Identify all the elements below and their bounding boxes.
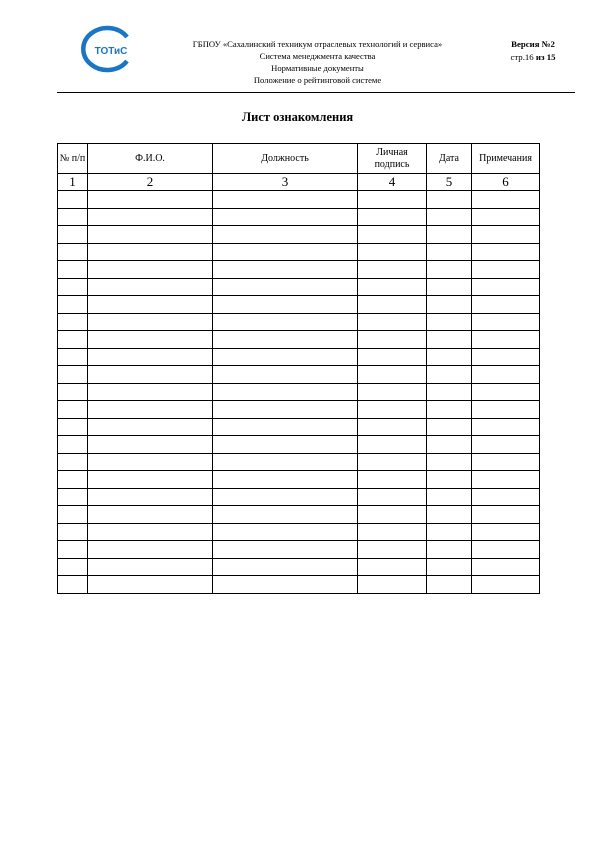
column-number-row xyxy=(58,174,540,191)
table-row xyxy=(58,558,540,576)
table-cell[interactable] xyxy=(472,278,540,296)
table-cell[interactable] xyxy=(358,243,427,261)
table-cell[interactable] xyxy=(427,506,472,524)
column-number: 5 xyxy=(427,174,472,191)
table-cell[interactable] xyxy=(358,226,427,244)
table-cell[interactable] xyxy=(58,366,88,384)
table-cell[interactable] xyxy=(88,366,213,384)
table-cell[interactable] xyxy=(88,436,213,454)
table-row xyxy=(58,453,540,471)
table-cell[interactable] xyxy=(472,313,540,331)
table-cell[interactable] xyxy=(58,471,88,489)
table-cell[interactable] xyxy=(88,278,213,296)
table-cell[interactable] xyxy=(88,523,213,541)
table-cell[interactable] xyxy=(472,523,540,541)
table-cell[interactable] xyxy=(472,348,540,366)
acknowledgement-table xyxy=(57,143,540,594)
table-cell[interactable] xyxy=(58,226,88,244)
table-cell[interactable] xyxy=(213,506,358,524)
table-cell[interactable] xyxy=(427,348,472,366)
table-cell[interactable] xyxy=(358,558,427,576)
table-cell[interactable] xyxy=(213,436,358,454)
column-header-signature: Личная подпись xyxy=(358,144,427,174)
table-cell[interactable] xyxy=(213,418,358,436)
table-cell[interactable] xyxy=(358,278,427,296)
table-cell[interactable] xyxy=(88,383,213,401)
table-row xyxy=(58,261,540,279)
column-number: 1 xyxy=(58,174,88,191)
table-row xyxy=(58,418,540,436)
table-cell[interactable] xyxy=(427,243,472,261)
table-cell[interactable] xyxy=(58,296,88,314)
table-cell[interactable] xyxy=(472,576,540,594)
column-header-notes: Примечания xyxy=(472,144,540,174)
table-cell[interactable] xyxy=(472,191,540,209)
table-cell[interactable] xyxy=(427,191,472,209)
quality-system: Система менеджмента качества xyxy=(259,51,376,61)
table-row xyxy=(58,208,540,226)
table-cell[interactable] xyxy=(58,261,88,279)
table-cell[interactable] xyxy=(213,208,358,226)
table-row xyxy=(58,488,540,506)
table-cell[interactable] xyxy=(472,436,540,454)
table-cell[interactable] xyxy=(213,313,358,331)
table-cell[interactable] xyxy=(472,488,540,506)
table-cell[interactable] xyxy=(427,576,472,594)
table-cell[interactable] xyxy=(472,226,540,244)
table-cell[interactable] xyxy=(58,208,88,226)
table-cell[interactable] xyxy=(358,331,427,349)
header-right xyxy=(488,38,578,64)
table-cell[interactable] xyxy=(427,523,472,541)
table-cell[interactable] xyxy=(213,278,358,296)
table-cell[interactable] xyxy=(427,366,472,384)
table-cell[interactable] xyxy=(88,418,213,436)
table-cell[interactable] xyxy=(358,488,427,506)
table-cell[interactable] xyxy=(358,401,427,419)
table-cell[interactable] xyxy=(358,191,427,209)
table-cell[interactable] xyxy=(472,401,540,419)
table-cell[interactable] xyxy=(358,523,427,541)
table-cell[interactable] xyxy=(427,296,472,314)
table-cell[interactable] xyxy=(472,418,540,436)
table-cell[interactable] xyxy=(213,401,358,419)
table-cell[interactable] xyxy=(58,191,88,209)
column-number: 6 xyxy=(472,174,540,191)
table-cell[interactable] xyxy=(213,383,358,401)
table-cell[interactable] xyxy=(88,296,213,314)
table-row xyxy=(58,191,540,209)
table-row xyxy=(58,331,540,349)
table-cell[interactable] xyxy=(358,453,427,471)
table-cell[interactable] xyxy=(358,296,427,314)
table-cell[interactable] xyxy=(213,523,358,541)
table-cell[interactable] xyxy=(88,191,213,209)
table-cell[interactable] xyxy=(88,261,213,279)
table-cell[interactable] xyxy=(358,541,427,559)
table-row xyxy=(58,401,540,419)
table-cell[interactable] xyxy=(88,313,213,331)
table-row xyxy=(58,226,540,244)
table-cell[interactable] xyxy=(427,418,472,436)
table-cell[interactable] xyxy=(213,488,358,506)
logo-text: ТОТиС xyxy=(94,46,128,57)
table-header-row xyxy=(58,144,540,174)
table-cell[interactable] xyxy=(58,576,88,594)
table-row xyxy=(58,348,540,366)
table-cell[interactable] xyxy=(427,453,472,471)
column-number: 3 xyxy=(213,174,358,191)
table-cell[interactable] xyxy=(358,436,427,454)
table-cell[interactable] xyxy=(472,243,540,261)
table-row xyxy=(58,278,540,296)
page-counter xyxy=(488,51,578,64)
table-cell[interactable] xyxy=(58,313,88,331)
table-row xyxy=(58,383,540,401)
table-cell[interactable] xyxy=(358,418,427,436)
table-cell[interactable] xyxy=(358,471,427,489)
table-cell[interactable] xyxy=(88,576,213,594)
table-cell[interactable] xyxy=(427,401,472,419)
table-cell[interactable] xyxy=(213,331,358,349)
table-cell[interactable] xyxy=(213,453,358,471)
table-cell[interactable] xyxy=(58,488,88,506)
table-cell[interactable] xyxy=(88,243,213,261)
table-cell[interactable] xyxy=(358,383,427,401)
table-cell[interactable] xyxy=(88,401,213,419)
table-cell[interactable] xyxy=(58,401,88,419)
table-cell[interactable] xyxy=(58,278,88,296)
table-cell[interactable] xyxy=(213,261,358,279)
table-cell[interactable] xyxy=(427,313,472,331)
table-cell[interactable] xyxy=(88,488,213,506)
table-row xyxy=(58,471,540,489)
table-row xyxy=(58,243,540,261)
table-cell[interactable] xyxy=(58,331,88,349)
table-cell[interactable] xyxy=(358,208,427,226)
table-cell[interactable] xyxy=(358,348,427,366)
table-cell[interactable] xyxy=(213,226,358,244)
table-cell[interactable] xyxy=(427,331,472,349)
table-cell[interactable] xyxy=(472,261,540,279)
table-cell[interactable] xyxy=(427,488,472,506)
table-cell[interactable] xyxy=(58,383,88,401)
table-row xyxy=(58,296,540,314)
table-cell[interactable] xyxy=(88,348,213,366)
table-cell[interactable] xyxy=(427,436,472,454)
table-cell[interactable] xyxy=(88,226,213,244)
table-cell[interactable] xyxy=(58,418,88,436)
table-cell[interactable] xyxy=(58,558,88,576)
table-cell[interactable] xyxy=(472,383,540,401)
table-cell[interactable] xyxy=(88,541,213,559)
table-row xyxy=(58,523,540,541)
college-logo xyxy=(76,24,136,74)
table-cell[interactable] xyxy=(58,348,88,366)
table-cell[interactable] xyxy=(427,208,472,226)
table-cell[interactable] xyxy=(88,208,213,226)
table-cell[interactable] xyxy=(213,191,358,209)
table-cell[interactable] xyxy=(88,331,213,349)
table-cell[interactable] xyxy=(472,296,540,314)
table-cell[interactable] xyxy=(472,331,540,349)
version-label: Версия №2 xyxy=(511,39,555,49)
table-cell[interactable] xyxy=(58,453,88,471)
table-row xyxy=(58,576,540,594)
table-cell[interactable] xyxy=(88,453,213,471)
table-cell[interactable] xyxy=(88,558,213,576)
table-cell[interactable] xyxy=(427,278,472,296)
table-cell[interactable] xyxy=(88,506,213,524)
table-cell[interactable] xyxy=(213,471,358,489)
column-number: 2 xyxy=(88,174,213,191)
table-cell[interactable] xyxy=(58,506,88,524)
table-cell[interactable] xyxy=(472,366,540,384)
table-cell[interactable] xyxy=(472,558,540,576)
column-number: 4 xyxy=(358,174,427,191)
table-cell[interactable] xyxy=(427,558,472,576)
table-cell[interactable] xyxy=(213,541,358,559)
page-total: из 15 xyxy=(533,52,556,62)
table-row xyxy=(58,541,540,559)
table-cell[interactable] xyxy=(88,471,213,489)
table-cell[interactable] xyxy=(472,208,540,226)
table-cell[interactable] xyxy=(472,453,540,471)
table-cell[interactable] xyxy=(213,366,358,384)
column-header-position: Должность xyxy=(213,144,358,174)
org-name: ГБПОУ «Сахалинский техникум отраслевых технологий и сервиса» xyxy=(192,39,443,49)
table-cell[interactable] xyxy=(358,576,427,594)
table-cell[interactable] xyxy=(427,383,472,401)
table-row xyxy=(58,366,540,384)
column-header-fio: Ф.И.О. xyxy=(88,144,213,174)
header-center xyxy=(150,38,485,86)
table-cell[interactable] xyxy=(472,506,540,524)
column-header-date: Дата xyxy=(427,144,472,174)
table-cell[interactable] xyxy=(213,348,358,366)
table-cell[interactable] xyxy=(358,366,427,384)
table-cell[interactable] xyxy=(427,471,472,489)
table-cell[interactable] xyxy=(427,541,472,559)
header-divider xyxy=(57,92,575,93)
table-cell[interactable] xyxy=(472,471,540,489)
table-row xyxy=(58,506,540,524)
table-cell[interactable] xyxy=(213,558,358,576)
document-category: Нормативные документы xyxy=(271,63,364,73)
table-cell[interactable] xyxy=(213,243,358,261)
column-header-number: № п/п xyxy=(58,144,88,174)
table-cell[interactable] xyxy=(358,261,427,279)
table-cell[interactable] xyxy=(213,576,358,594)
table-cell[interactable] xyxy=(58,541,88,559)
page-title: Лист ознакомления xyxy=(241,110,354,124)
table-cell[interactable] xyxy=(213,296,358,314)
table-cell[interactable] xyxy=(58,523,88,541)
table-row xyxy=(58,436,540,454)
table-cell[interactable] xyxy=(58,243,88,261)
page-number: стр.16 xyxy=(510,52,534,62)
table-cell[interactable] xyxy=(427,261,472,279)
table-cell[interactable] xyxy=(358,506,427,524)
regulation-name: Положение о рейтинговой системе xyxy=(253,75,382,85)
table-cell[interactable] xyxy=(58,436,88,454)
table-cell[interactable] xyxy=(358,313,427,331)
table-cell[interactable] xyxy=(472,541,540,559)
table-row xyxy=(58,313,540,331)
table-cell[interactable] xyxy=(427,226,472,244)
